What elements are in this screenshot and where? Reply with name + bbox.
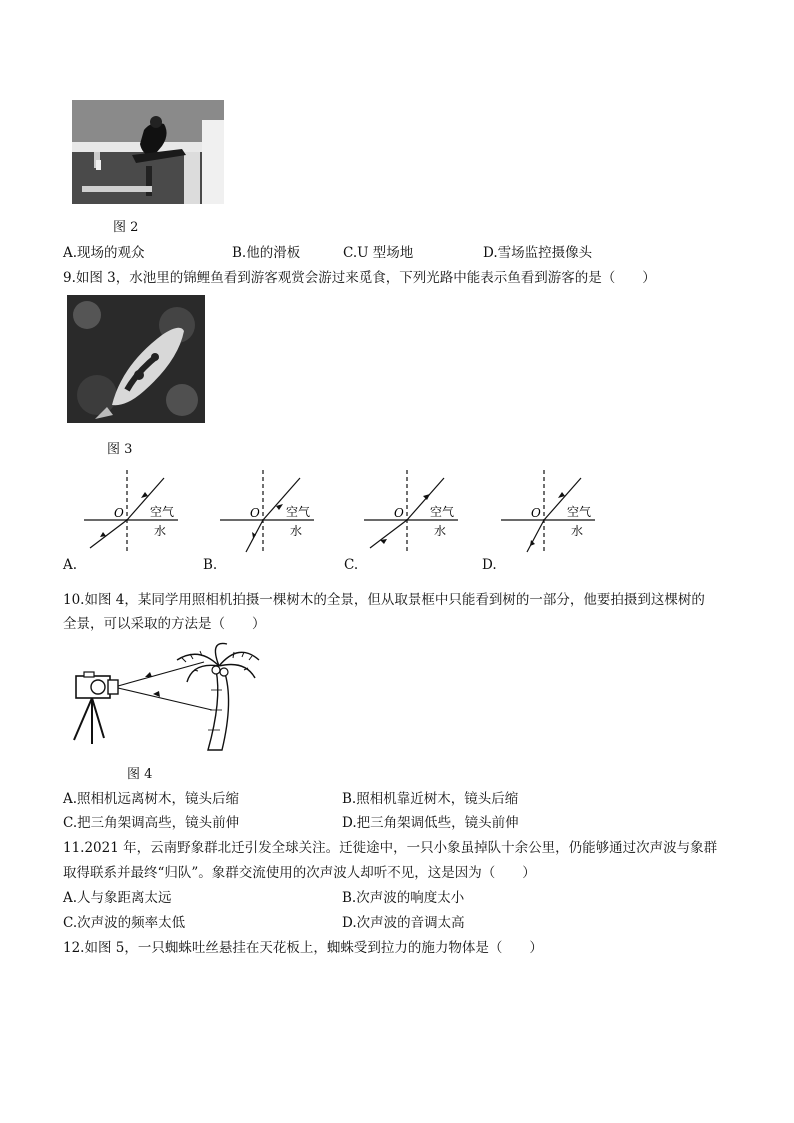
q10-option-c: C.把三角架调高些，镜头前伸 [63, 815, 240, 831]
q9-b-origin-label: O [250, 506, 260, 520]
q11-stem-line-2: 取得联系并最终“归队”。象群交流使用的次声波人却听不见，这是因为（ ） [63, 865, 536, 881]
q9-a-water-label: 水 [154, 524, 167, 538]
q11-stem-line-1: 11.2021 年，云南野象群北迁引发全球关注。迁徙途中，一只小象虽掉队十余公里，仍能够通过次声波与象群 [63, 840, 718, 856]
q10-stem-line-2: 全景，可以采取的方法是（ ） [63, 616, 266, 632]
q10-option-b: B.照相机靠近树木，镜头后缩 [342, 791, 519, 807]
figure-3-caption: 图 3 [107, 442, 133, 457]
figure-2-caption: 图 2 [113, 220, 139, 235]
q8-option-c: C.U 型场地 [343, 245, 414, 261]
q9-diagram-d [497, 466, 607, 556]
q9-c-origin-label: O [394, 506, 404, 520]
q8-option-a: A.现场的观众 [63, 245, 145, 261]
q9-diagram-a [80, 466, 190, 556]
figure-3-photo [67, 295, 205, 423]
q9-d-air-label: 空气 [567, 505, 592, 519]
q9-d-water-label: 水 [571, 524, 584, 538]
q10-stem-line-1: 10.如图 4，某同学用照相机拍摄一棵树木的全景，但从取景框中只能看到树的一部分，他要拍摄到这棵树的 [63, 592, 705, 608]
q9-d-origin-label: O [531, 506, 541, 520]
q9-option-b: B. [203, 557, 218, 573]
q9-a-origin-label: O [114, 506, 124, 520]
q12-stem: 12.如图 5，一只蜘蛛吐丝悬挂在天花板上，蜘蛛受到拉力的施力物体是（ ） [63, 940, 543, 956]
q8-option-b: B.他的滑板 [232, 245, 301, 261]
q9-option-a: A. [63, 557, 78, 573]
q10-option-a: A.照相机远离树木，镜头后缩 [63, 791, 240, 807]
figure-4-camera-tree [64, 640, 274, 752]
q9-b-water-label: 水 [290, 524, 303, 538]
q10-option-d: D.把三角架调低些，镜头前伸 [342, 815, 519, 831]
q11-option-d: D.次声波的音调太高 [342, 915, 465, 931]
q9-a-air-label: 空气 [150, 505, 175, 519]
q9-c-air-label: 空气 [430, 505, 455, 519]
q11-option-a: A.人与象距离太远 [63, 890, 172, 906]
q9-stem: 9.如图 3，水池里的锦鲤鱼看到游客观赏会游过来觅食，下列光路中能表示鱼看到游客的是（ ） [63, 270, 656, 286]
q11-option-b: B.次声波的响度太小 [342, 890, 465, 906]
q9-c-water-label: 水 [434, 524, 447, 538]
figure-4-caption: 图 4 [127, 767, 153, 782]
figure-2-photo [72, 100, 224, 204]
q11-option-c: C.次声波的频率太低 [63, 915, 186, 931]
q9-diagram-c [360, 466, 470, 556]
q8-option-d: D.雪场监控摄像头 [483, 245, 593, 261]
q9-option-c: C. [344, 557, 359, 573]
q9-option-d: D. [482, 557, 497, 573]
q9-b-air-label: 空气 [286, 505, 311, 519]
q9-diagram-b [216, 466, 326, 556]
